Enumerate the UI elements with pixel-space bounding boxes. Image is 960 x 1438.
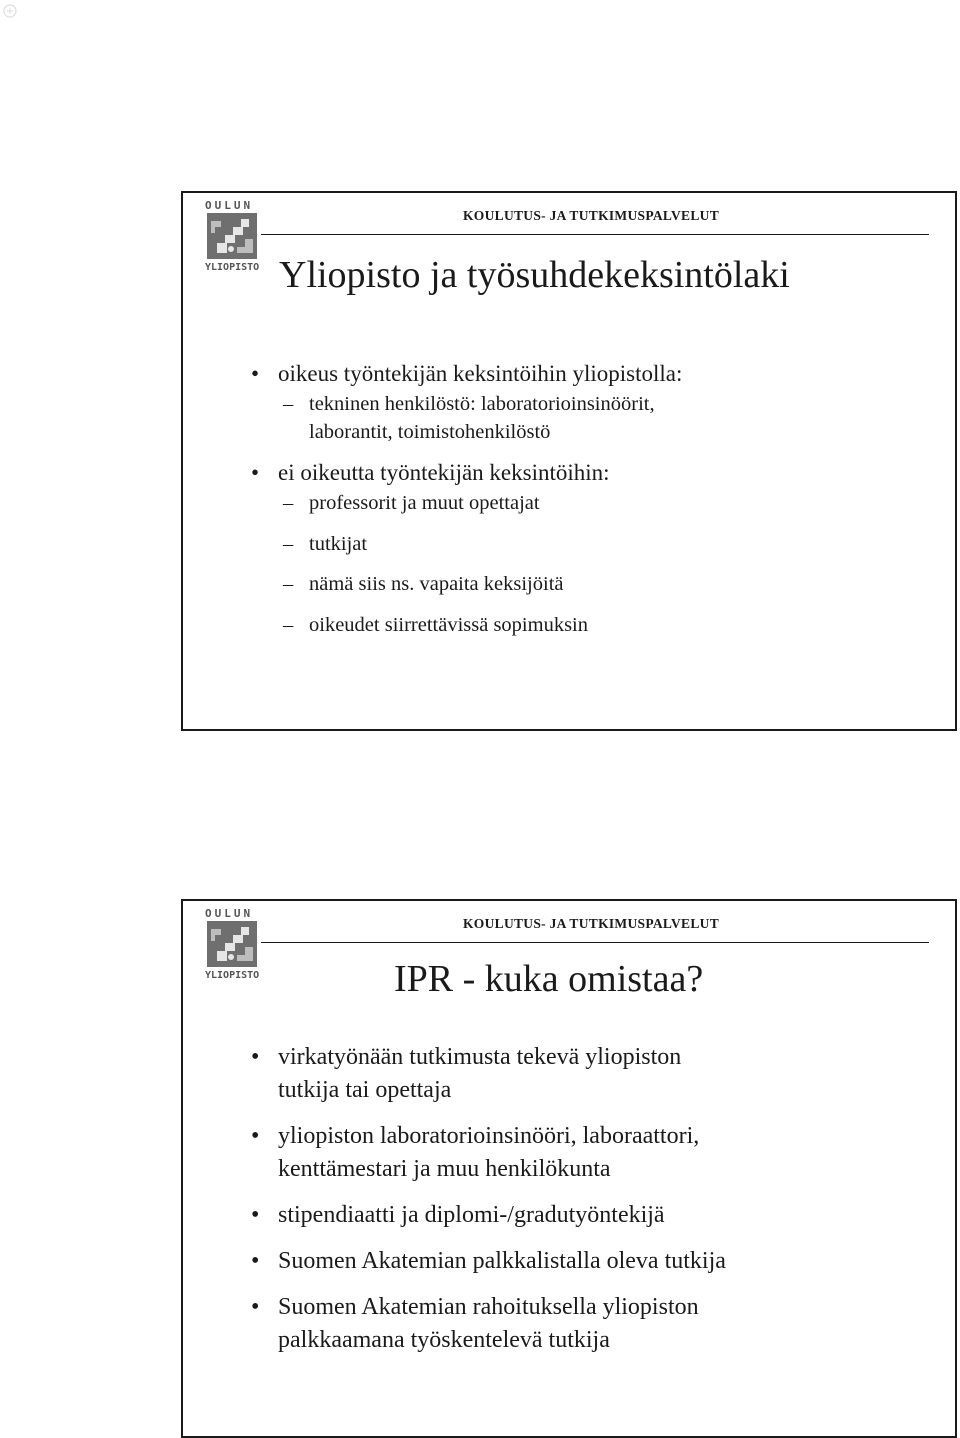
university-emblem-icon: [207, 921, 257, 967]
slide-2: [181, 899, 957, 1438]
list-item: – tutkijat: [251, 531, 682, 559]
logo-bottom-text: YLIOPISTO: [205, 262, 260, 273]
header-divider: [261, 234, 929, 235]
slide-header: KOULUTUS- JA TUTKIMUSPALVELUT: [463, 916, 720, 931]
list-item: • oikeus työntekijän keksintöihin yliopistolla:: [251, 359, 682, 389]
corner-circle-icon: [2, 0, 18, 22]
slide-1: [181, 191, 957, 731]
header-divider: [261, 942, 929, 943]
slide-title: IPR - kuka omistaa?: [394, 958, 704, 1000]
university-emblem-icon: [207, 213, 257, 259]
list-item: • ei oikeutta työntekijän keksintöihin:: [251, 458, 682, 488]
bullet-list: [251, 1041, 726, 1357]
list-item: • virkatyönään tutkimusta tekevä yliopiston tutkija tai opettaja: [251, 1041, 726, 1107]
bullet-list: [251, 359, 682, 639]
slide-header: KOULUTUS- JA TUTKIMUSPALVELUT: [463, 208, 720, 223]
list-item: – professorit ja muut opettajat: [251, 490, 682, 518]
list-item: – tekninen henkilöstö: laboratorioinsinöörit, laborantit, toimistohenkilöstö: [251, 391, 682, 446]
list-item: • yliopiston laboratorioinsinööri, laboraattori, kenttämestari ja muu henkilökunta: [251, 1120, 726, 1186]
list-item: – nämä siis ns. vapaita keksijöitä: [251, 571, 682, 599]
university-logo: [205, 199, 259, 283]
slide-title: Yliopisto ja työsuhdekeksintölaki: [279, 254, 790, 296]
list-item: • Suomen Akatemian palkkalistalla oleva tutkija: [251, 1245, 726, 1278]
logo-top-text: OULUN: [205, 907, 254, 920]
university-logo: [205, 907, 259, 991]
list-item: – oikeudet siirrettävissä sopimuksin: [251, 612, 682, 640]
list-item: • stipendiaatti ja diplomi-/gradutyöntekijä: [251, 1199, 726, 1232]
logo-top-text: OULUN: [205, 199, 254, 212]
list-item: • Suomen Akatemian rahoituksella yliopiston palkkaamana työskentelevä tutkija: [251, 1291, 726, 1357]
logo-bottom-text: YLIOPISTO: [205, 970, 260, 981]
